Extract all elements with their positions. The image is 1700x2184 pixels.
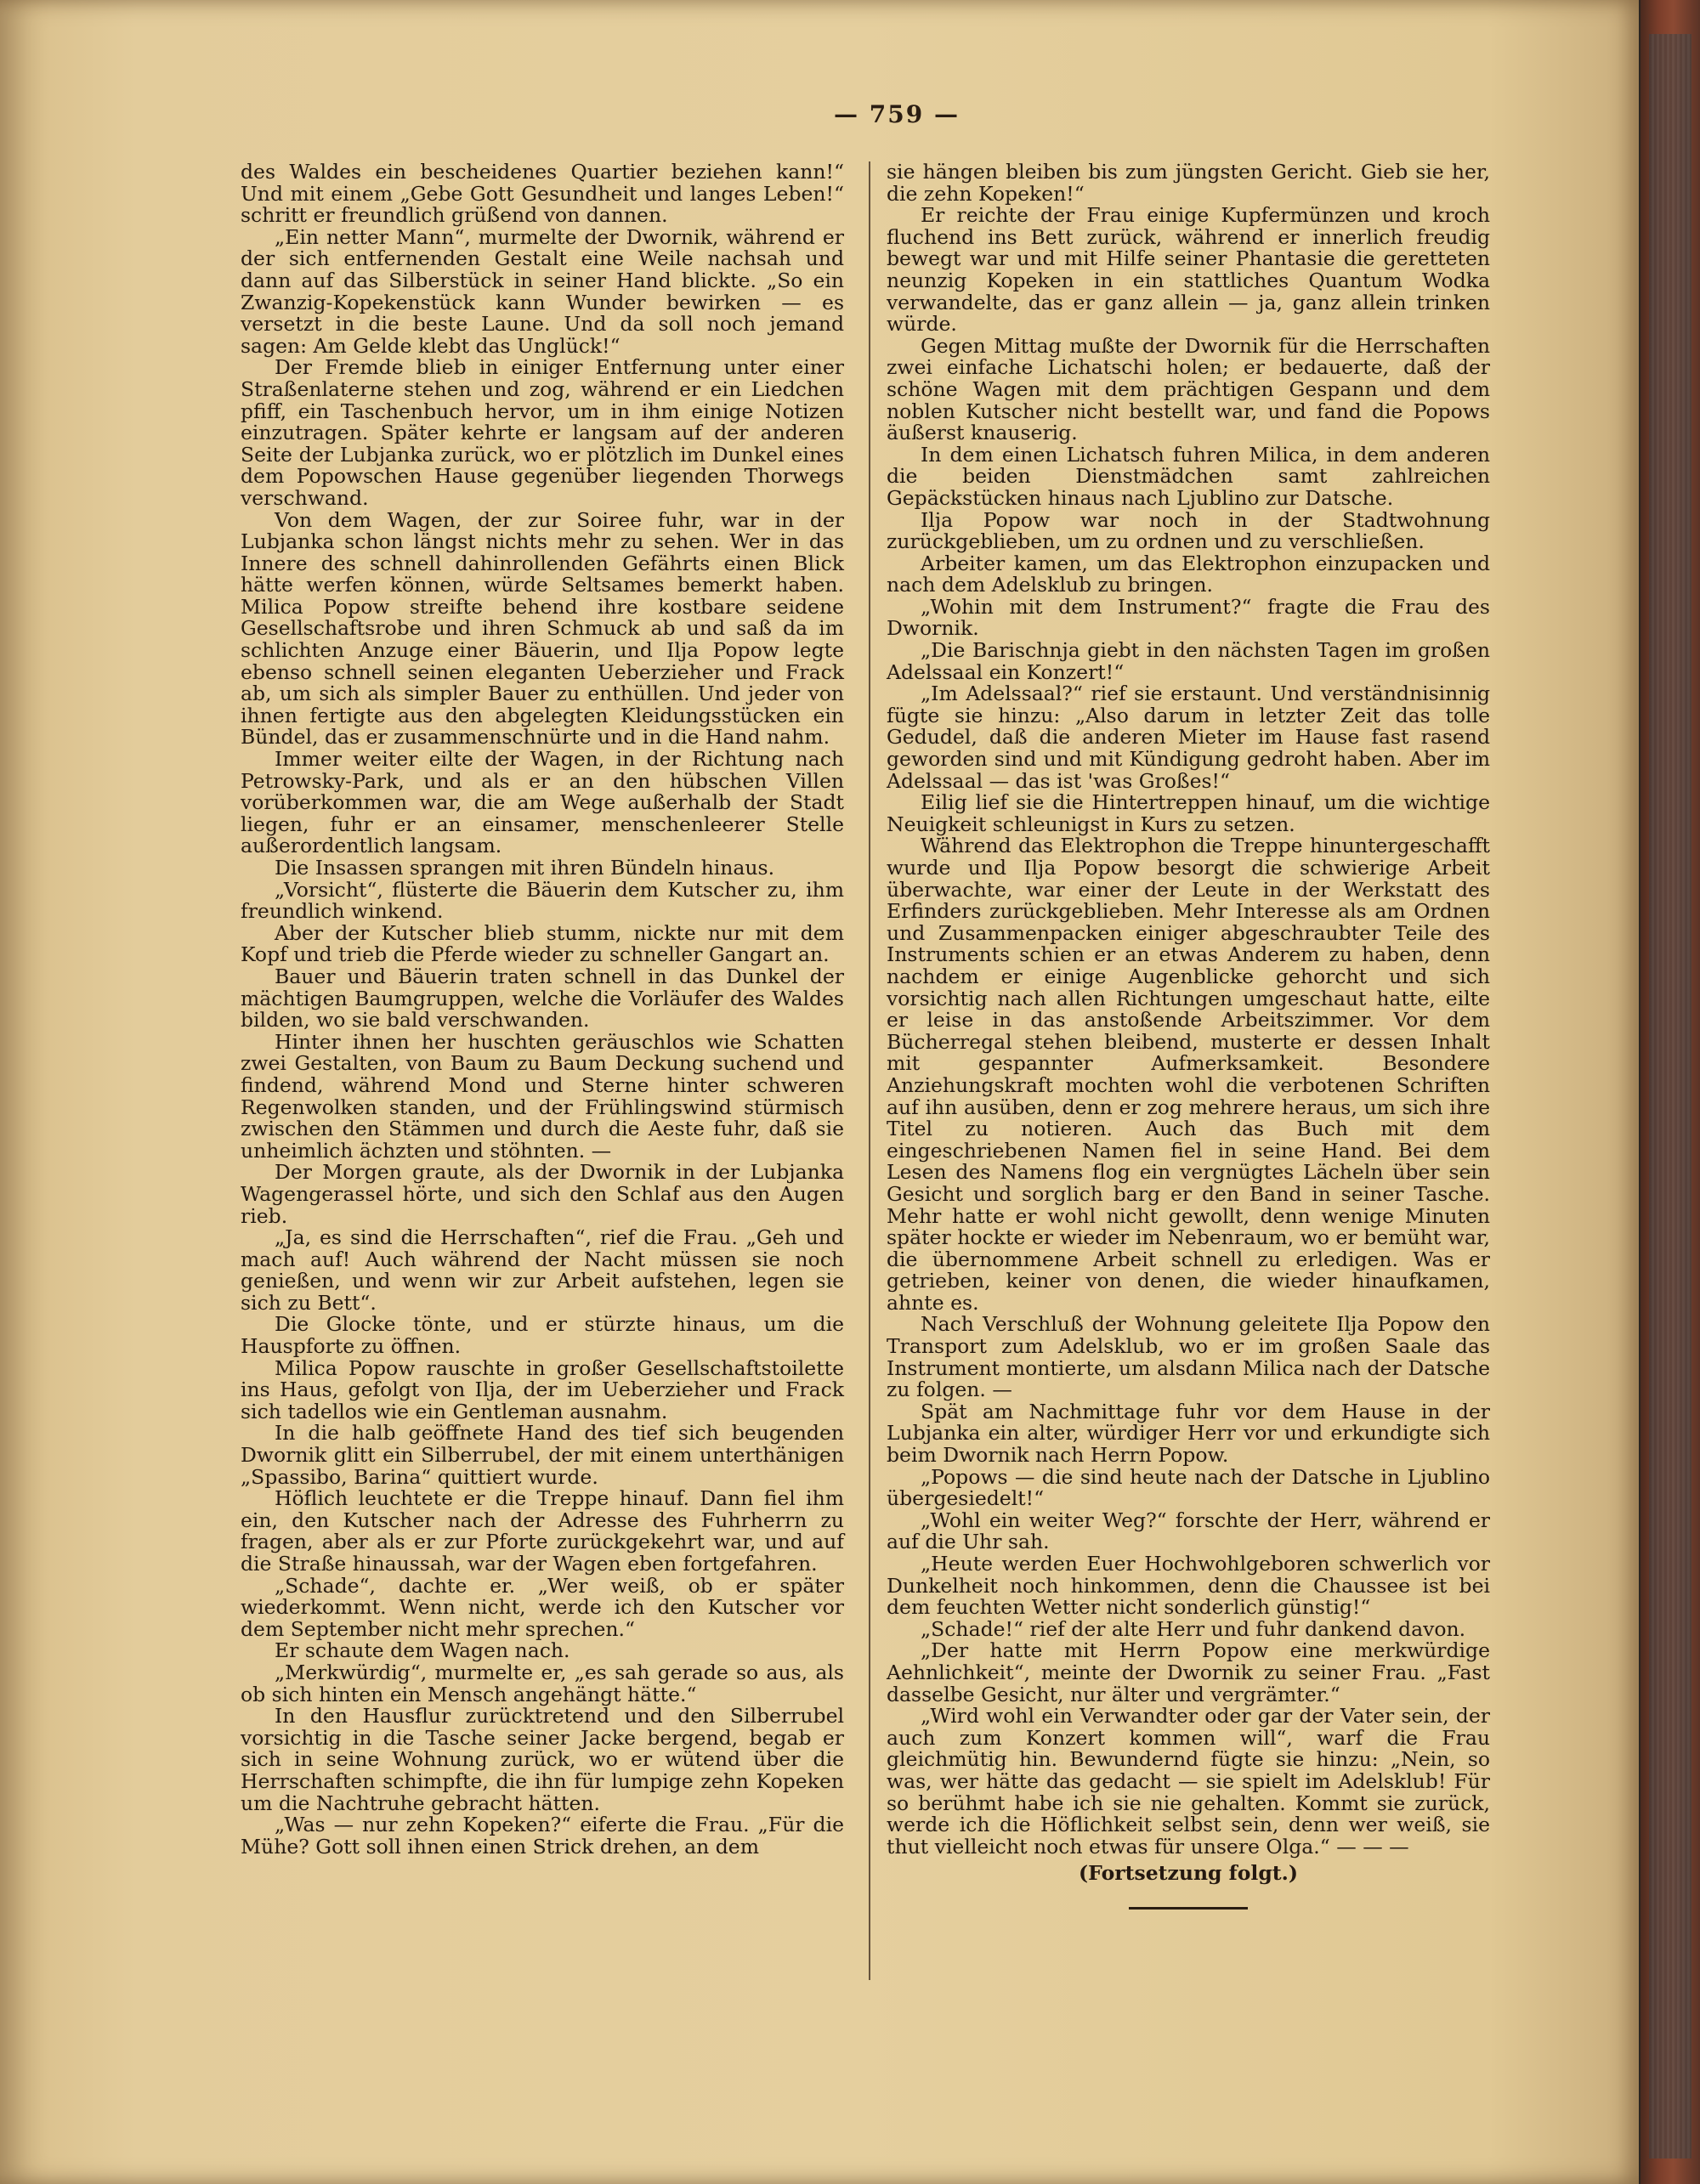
paragraph: Nach Verschluß der Wohnung geleitete Ilja Popow den Transport zum Adelsklub, wo er im großen Saale das Instrument montierte, um alsdann Milica nach der Datsche zu folgen. — (887, 1312, 1490, 1402)
paragraph: „Im Adelssaal?“ rief sie erstaunt. Und verständnisinnig fügte sie hinzu: „Also darum in letzter Zeit das tolle Gedudel, daß die anderen Mieter im Hause fast rasend geworden sind und mit Kündigung gedroht haben. Aber im Adelssaal — das ist 'was Großes!“ (887, 682, 1490, 793)
paragraph: Er reichte der Frau einige Kupfermünzen und kroch fluchend ins Bett zurück, während er innerlich freudig bewegt war und mit Hilfe seiner Phantasie die geretteten neunzig Kopeken in ein stattliches Quantum Wodka verwandelte, das er ganz allein — ja, ganz allein trinken würde. (887, 203, 1490, 337)
paragraph: „Heute werden Euer Hochwohlgeboren schwerlich vor Dunkelheit noch hinkommen, denn die Chaussee ist bei dem feuchten Wetter nicht sonderlich günstig!“ (887, 1552, 1490, 1620)
paragraph: Von dem Wagen, der zur Soiree fuhr, war in der Lubjanka schon längst nichts mehr zu sehen. Wer in das Innere des schnell dahinrollenden Gefährts einen Blick hätte werfen können, würde Seltsames bemerkt haben. Milica Popow streifte behend ihre kostbare seidene Gesellschaftsrobe und ihren Schmuck ab und saß da im schlichten Anzuge einer Bäuerin, und Ilja Popow legte ebenso schnell seinen eleganten Ueberzieher und Frack ab, um sich als simpler Bauer zu enthüllen. Und jeder von ihnen fertigte aus den abgelegten Kleidungsstücken ein Bündel, das er zusammenschnürte und in die Hand nahm. (241, 507, 844, 750)
paragraph: Er schaute dem Wagen nach. (275, 1638, 570, 1663)
paragraph: „Schade“, dachte er. „Wer weiß, ob er später wiederkommt. Wenn nicht, werde ich den Kutscher vor dem September nicht mehr sprechen.“ (241, 1573, 844, 1641)
paragraph: „Die Barischnja giebt in den nächsten Tagen im großen Adelssaal ein Konzert!“ (887, 638, 1490, 684)
paragraph: des Waldes ein bescheidenes Quartier beziehen kann!“ Und mit einem „Gebe Gott Gesundheit und langes Leben!“ schritt er freundlich grüßend von dannen. (241, 160, 844, 228)
paragraph: Ilja Popow war noch in der Stadtwohnung zurückgeblieben, um zu ordnen und zu verschließen. (887, 507, 1490, 554)
paragraph: Der Fremde blieb in einiger Entfernung unter einer Straßenlaterne stehen und zog, während er ein Liedchen pfiff, ein Taschenbuch hervor, um in ihm einige Notizen einzutragen. Später kehrte er langsam auf der anderen Seite der Lubjanka zurück, wo er plötzlich im Dunkel eines dem Popowschen Hause gegenüber liegenden Thorwegs verschwand. (241, 355, 844, 510)
left-column (241, 161, 844, 1858)
paragraph: Der Morgen graute, als der Dwornik in der Lubjanka Wagengerassel hörte, und sich den Schlaf aus den Augen rieb. (241, 1160, 844, 1228)
paragraph: Höflich leuchtete er die Treppe hinauf. Dann fiel ihm ein, den Kutscher nach der Adresse des Fuhrherrn zu fragen, aber als er zur Pforte zurückgekehrt war, und auf die Straße hinaussah, war der Wagen eben fortgefahren. (241, 1486, 844, 1576)
paragraph: In die halb geöffnete Hand des tief sich beugenden Dwornik glitt ein Silberrubel, der mit einem unterthänigen „Spassibo, Barina“ quittiert wurde. (241, 1421, 844, 1489)
paragraph: Arbeiter kamen, um das Elektrophon einzupacken und nach dem Adelsklub zu bringen. (887, 551, 1490, 597)
paragraph: Milica Popow rauschte in großer Gesellschaftstoilette ins Haus, gefolgt von Ilja, der im Ueberzieher und Frack sich tadellos wie ein Gentleman ausnahm. (241, 1355, 844, 1423)
paragraph: Gegen Mittag mußte der Dwornik für die Herrschaften zwei einfache Lichatschi holen; er bedauerte, daß der schöne Wagen mit dem prächtigen Gespann und dem noblen Kutscher nicht bestellt war, und fand die Popows äußerst knauserig. (887, 333, 1490, 445)
paragraph: Spät am Nachmittage fuhr vor dem Hause in der Lubjanka ein alter, würdiger Herr vor und erkundigte sich beim Dwornik nach Herrn Popow. (887, 1399, 1490, 1468)
paragraph: „Ja, es sind die Herrschaften“, rief die Frau. „Geh und mach auf! Auch während der Nacht müssen sie noch genießen, und wenn wir zur Arbeit aufstehen, legen sie sich zu Bett“. (241, 1225, 844, 1315)
paragraph: Die Glocke tönte, und er stürzte hinaus, um die Hauspforte zu öffnen. (241, 1312, 844, 1359)
paragraph: sie hängen bleiben bis zum jüngsten Gericht. Gieb sie her, die zehn Kopeken!“ (887, 160, 1490, 206)
page-number: — 759 — (834, 100, 960, 128)
paragraph: „Wird wohl ein Verwandter oder gar der Vater sein, der auch zum Konzert kommen will“, warf die Frau gleichmütig hin. Bewundernd fügte sie hinzu: „Nein, so was, wer hätte das gedacht — sie spielt im Adelsklub! Für so berühmt habe ich sie nie gehalten. Kommt sie zurück, werde ich die Höflichkeit selbst sein, denn wer weiß, sie thut vielleicht noch etwas für unsere Olga.“ — — — (887, 1704, 1490, 1859)
paragraph: „Popows — die sind heute nach der Datsche in Ljublino übergesiedelt!“ (887, 1464, 1490, 1511)
paragraph: „Wohl ein weiter Weg?“ forschte der Herr, während er auf die Uhr sah. (887, 1508, 1490, 1554)
paragraph: In den Hausflur zurücktretend und den Silberrubel vorsichtig in die Tasche seiner Jacke bergend, begab er sich in seine Wohnung zurück, wo er wütend über die Herrschaften schimpfte, die ihn für lumpige zehn Kopeken um die Nachtruhe gebracht hätten. (241, 1704, 844, 1815)
paragraph: Während das Elektrophon die Treppe hinuntergeschafft wurde und Ilja Popow besorgt die schwierige Arbeit überwachte, war einer der Leute in der Werkstatt des Erfinders zurückgeblieben. Mehr Interesse als am Ordnen und Zusammenpacken einiger abgeschraubter Teile des Instruments schien er an etwas Anderem zu haben, denn nachdem er einige Augenblicke gehorcht und sich vorsichtig nach allen Richtungen umgeschaut hatte, eilte er leise in das anstoßende Arbeitszimmer. Vor dem Bücherregal stehen bleibend, musterte er dessen Inhalt mit gespannter Aufmerksamkeit. Besondere Anziehungskraft mochten wohl die verbotenen Schriften auf ihn ausüben, denn er zog mehrere heraus, um sich ihre Titel zu notieren. Auch das Buch mit dem eingeschriebenen Namen fiel in seine Hand. Bei dem Lesen des Namens flog ein vergnügtes Lächeln über sein Gesicht und sorglich barg er den Band in seiner Tasche. Mehr hatte er wohl nicht gewollt, denn wenige Minuten später hockte er wieder im Nebenraum, wo er bemüht war, die übernommene Arbeit schnell zu erledigen. Was er getrieben, keiner von denen, die wieder hinaufkamen, ahnte es. (887, 834, 1490, 1315)
paragraph: „Was — nur zehn Kopeken?“ eiferte die Frau. „Für die Mühe? Gott soll ihnen einen Strick drehen, an dem (241, 1813, 844, 1859)
paragraph: „Wohin mit dem Instrument?“ fragte die Frau des Dwornik. (887, 594, 1490, 641)
paragraph: „Vorsicht“, flüsterte die Bäuerin dem Kutscher zu, ihm freundlich winkend. (241, 877, 844, 924)
paragraph: In dem einen Lichatsch fuhren Milica, in dem anderen die beiden Dienstmädchen samt zahlreichen Gepäckstücken hinaus nach Ljublino zur Datsche. (887, 442, 1490, 510)
continued-note: (Fortsetzung folgt.) (1079, 1861, 1298, 1886)
paragraph: „Ein netter Mann“, murmelte der Dwornik, während er der sich entfernenden Gestalt eine Weile nachsah und dann auf das Silberstück in seiner Hand blickte. „So ein Zwanzig-Kopekenstück kann Wunder bewirken — es versetzt in die beste Laune. Und da soll noch jemand sagen: Am Gelde klebt das Unglück!“ (241, 224, 844, 358)
right-column (887, 161, 1490, 1910)
paragraph: Bauer und Bäuerin traten schnell in das Dunkel der mächtigen Baumgruppen, welche die Vorläufer des Waldes bilden, wo sie bald verschwanden. (241, 964, 844, 1033)
paragraph: Eilig lief sie die Hintertreppen hinauf, um die wichtige Neuigkeit schleunigst in Kurs zu setzen. (887, 790, 1490, 836)
paragraph: „Schade!“ rief der alte Herr und fuhr dankend davon. (921, 1616, 1466, 1641)
paragraph: Die Insassen sprangen mit ihren Bündeln hinaus. (275, 856, 775, 880)
end-rule (1129, 1907, 1248, 1910)
book-binding-cloth (1649, 34, 1692, 2159)
paragraph: „Der hatte mit Herrn Popow eine merkwürdige Aehnlichkeit“, meinte der Dwornik zu seiner Frau. „Fast dasselbe Gesicht, nur älter und vergrämter.“ (887, 1638, 1490, 1706)
paragraph: Immer weiter eilte der Wagen, in der Richtung nach Petrowsky-Park, und als er an den hübschen Villen vorüberkommen war, die am Wege außerhalb der Stadt liegen, fuhr er an einsamer, menschenleerer Stelle außerordentlich langsam. (241, 747, 844, 858)
paragraph: „Merkwürdig“, murmelte er, „es sah gerade so aus, als ob sich hinten ein Mensch angehängt hätte.“ (241, 1660, 844, 1706)
paragraph: Hinter ihnen her huschten geräuschlos wie Schatten zwei Gestalten, von Baum zu Baum Deckung suchend und findend, während Mond und Sterne hinter schweren Regenwolken standen, und der Frühlingswind stürmisch zwischen den Stämmen und durch die Aeste fuhr, daß sie unheimlich ächzten und stöhnten. — (241, 1029, 844, 1163)
column-divider (869, 161, 870, 1980)
paragraph: Aber der Kutscher blieb stumm, nickte nur mit dem Kopf und trieb die Pferde wieder zu schneller Gangart an. (241, 920, 844, 967)
